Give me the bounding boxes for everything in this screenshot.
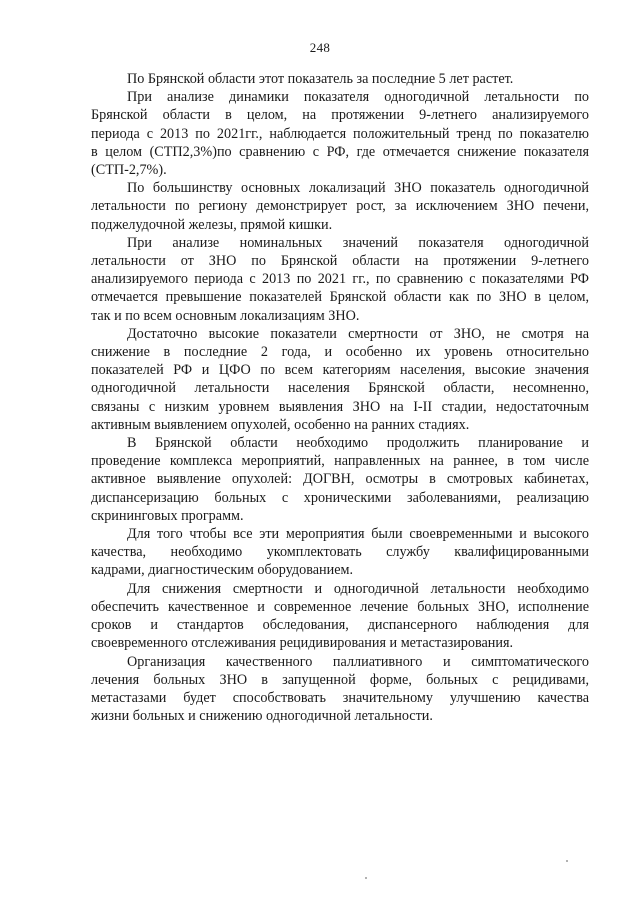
paragraph (91, 88, 589, 179)
paragraph (91, 234, 589, 325)
paragraph-line: Брянской области в целом, на протяжении 9-летнего анализируемого (91, 107, 589, 124)
paragraph-line: отмечается превышение показателей Брянской области как по ЗНО в целом, (91, 289, 589, 306)
paragraph-line: Организация качественного паллиативного и симптоматического (127, 653, 589, 670)
paragraph-line: показателей РФ и ЦФО по всем категориям населения, высокие значения (91, 362, 589, 379)
paragraph-line: При анализе динамики показателя одногодичной летальности по (127, 89, 589, 106)
paragraph-line: связаны с низким уровнем выявления ЗНО на I-II стадии, недостаточным (91, 398, 589, 415)
paragraph-line: сроков и стандартов обследования, диспансерного наблюдения для (91, 617, 589, 634)
paragraph-line: обеспечить качественное и современное лечение больных ЗНО, исполнение (91, 598, 589, 615)
paragraph-line: своевременного отслеживания рецидивирования и метастазирования. (91, 635, 514, 652)
paragraph-line: летальности по региону демонстрирует рост, за исключением ЗНО печени, (91, 198, 589, 215)
paragraph-line: Достаточно высокие показатели смертности от ЗНО, не смотря на (127, 325, 589, 342)
paragraph-line: активное выявление опухолей: ДОГВН, осмотры в смотровых кабинетах, (91, 471, 589, 488)
paragraph-line: Для того чтобы все эти мероприятия были своевременными и высокого (127, 526, 589, 543)
paragraph-line: поджелудочной железы, прямой кишки. (91, 216, 333, 233)
paragraph-line: диспансеризацию больных с хроническими заболеваниями, реализацию (91, 489, 589, 506)
scan-speck (566, 860, 568, 862)
paragraph-line: В Брянской области необходимо продолжить планирование и (127, 435, 589, 452)
paragraph-line: в целом (СТП2,3%)по сравнению с РФ, где отмечается снижение показателя (91, 143, 589, 160)
paragraph-line: летальности от ЗНО по Брянской области на протяжении 9-летнего (91, 253, 589, 270)
paragraph-line: По большинству основных локализаций ЗНО показатель одногодичной (127, 180, 589, 197)
paragraph-line: проведение комплекса мероприятий, направленных на раннее, в том числе (91, 453, 589, 470)
paragraph-line: снижение в последние 2 года, и особенно их уровень относительно (91, 344, 589, 361)
paragraph (91, 179, 589, 234)
paragraph (91, 434, 589, 525)
paragraph-line: скрининговых программ. (91, 507, 244, 524)
paragraph-line: качества, необходимо укомплектовать службу квалифицированными (91, 544, 589, 561)
paragraph-line: метастазами будет способствовать значительному улучшению качества (91, 689, 589, 706)
paragraph-line: анализируемого периода с 2013 по 2021 гг., по сравнению с показателями РФ (91, 271, 589, 288)
paragraph-line: одногодичной летальности населения Брянской области, несомненно, (91, 380, 589, 397)
paragraph-line: лечения больных ЗНО в запущенной форме, больных с рецидивами, (91, 671, 589, 688)
paragraph (91, 325, 589, 434)
paragraph (91, 525, 589, 580)
paragraph-line: периода с 2013 по 2021гг., наблюдается положительный тренд по показателю (91, 125, 589, 142)
paragraph-line: При анализе номинальных значений показателя одногодичной (127, 234, 589, 251)
paragraph (91, 580, 589, 653)
paragraph-line: По Брянской области этот показатель за последние 5 лет растет. (127, 71, 514, 87)
paragraph-line: Для снижения смертности и одногодичной летальности необходимо (127, 580, 589, 597)
page-number: 248 (309, 40, 331, 55)
paragraph-line: кадрами, диагностическим оборудованием. (91, 562, 354, 579)
document-body (91, 70, 589, 725)
scan-speck (365, 877, 367, 879)
paragraph-line: активным выявлением опухолей, особенно на ранних стадиях. (91, 416, 470, 433)
paragraph (91, 70, 589, 88)
paragraph-line: (СТП-2,7%). (91, 162, 167, 179)
paragraph (91, 653, 589, 726)
paragraph-line: так и по всем основным локализациям ЗНО. (91, 307, 360, 324)
paragraph-line: жизни больных и снижению одногодичной летальности. (91, 708, 433, 725)
